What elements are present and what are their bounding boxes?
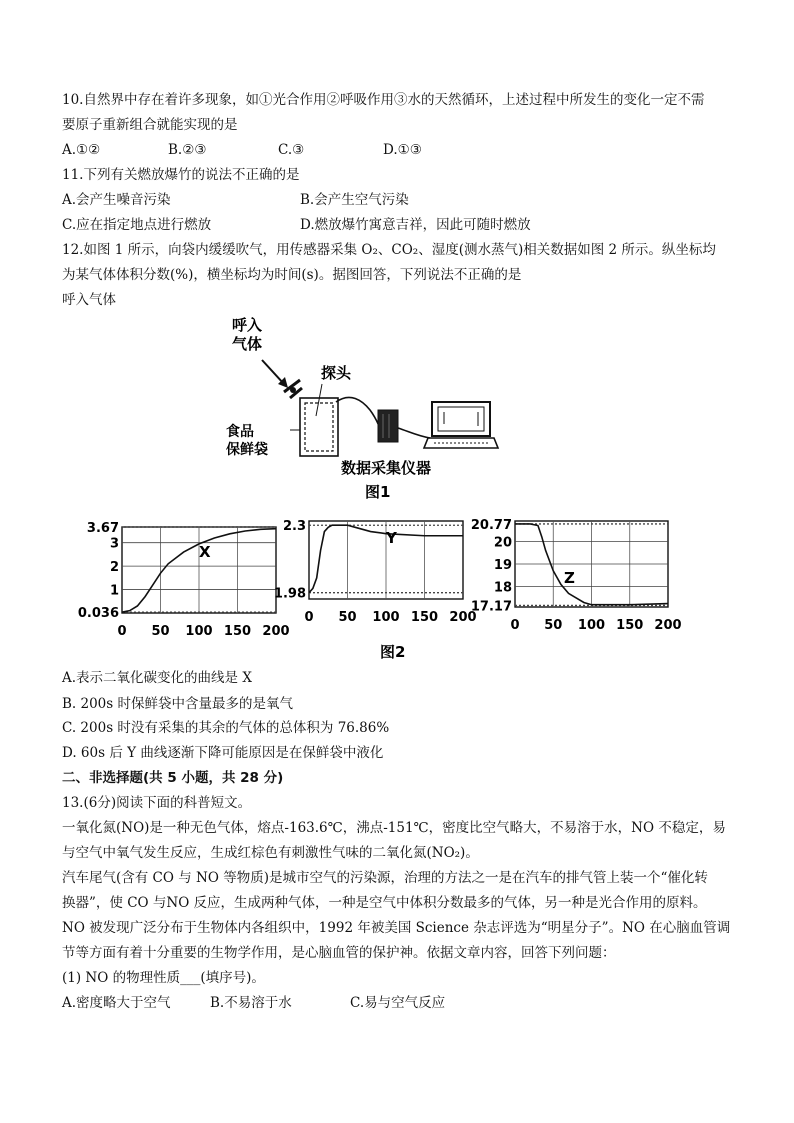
- food-bag-icon: [300, 398, 338, 456]
- passage-p3-line1: NO 被发现广泛分布于生物体内各组织中，1992 年被美国 Science 杂志评选为“明星分子”。NO 在心脑血管调: [62, 920, 731, 936]
- y-tick-label: 19: [493, 558, 512, 573]
- chart-z: [471, 518, 682, 633]
- q11-option-d: D.燃放爆竹寓意吉祥，因此可随时燃放: [300, 217, 531, 233]
- x-tick-label: 150: [410, 610, 439, 625]
- passage-p2-line2: 换器”，使 CO 与NO 反应，生成两种气体，一种是空气中体积分数最多的气体，另一种是光合作用的原料。: [62, 895, 707, 911]
- section2-heading: 二、非选择题(共 5 小题，共 28 分): [62, 770, 284, 786]
- x-tick-label: 0: [510, 618, 520, 633]
- q13-stem: 13.(6分)阅读下面的科普短文。: [62, 795, 252, 811]
- q10-option-b: B.②③: [168, 142, 207, 158]
- breath-arrow-icon: [262, 360, 288, 388]
- x-tick-label: 150: [223, 624, 252, 639]
- x-tick-label: 50: [338, 610, 357, 625]
- q11-option-b: B.会产生空气污染: [300, 192, 409, 208]
- q12-option-c: C. 200s 时没有采集的其余的气体的总体积为 76.86%: [62, 720, 390, 736]
- figure1-collector-label: 数据采集仪器: [341, 459, 432, 477]
- x-tick-label: 200: [654, 618, 682, 633]
- x-tick-label: 0: [304, 610, 314, 625]
- y-tick-label: 0.036: [77, 606, 119, 622]
- q12-stem-line1: 12.如图 1 所示，向袋内缓缓吹气，用传感器采集 O₂、CO₂、湿度(测水蒸气)相关数据如图 2 所示。纵坐标均: [62, 242, 716, 258]
- q12-stem-line3: 呼入气体: [62, 292, 116, 308]
- figure1-breath-label-1: 呼入: [232, 316, 263, 334]
- y-tick-label: 3.67: [86, 521, 119, 536]
- q12-stem-line2: 为某气体体积分数(%)，横坐标均为时间(s)。据图回答，下列说法不正确的是: [62, 267, 522, 283]
- q12-option-a: A.表示二氧化碳变化的曲线是 X: [62, 670, 252, 686]
- x-tick-label: 200: [262, 624, 290, 639]
- x-tick-label: 150: [616, 618, 644, 633]
- y-tick-label: 3: [109, 536, 119, 552]
- figure1-probe-label: 探头: [321, 364, 352, 382]
- q13-sub1: (1) NO 的物理性质___(填序号)。: [62, 970, 265, 986]
- series-label: Y: [386, 528, 397, 547]
- data-collector-icon: [378, 410, 398, 442]
- passage-p1-line1: 一氧化氮(NO)是一种无色气体，熔点-163.6℃，沸点-151℃，密度比空气略大，不易溶于水，NO 不稳定，易: [62, 820, 726, 836]
- passage-p2-line1: 汽车尾气(含有 CO 与 NO 等物质)是城市空气的污染源，治理的方法之一是在汽车的排气管上装一个“催化转: [62, 870, 708, 886]
- q13-sub1-option-a: A.密度略大于空气: [62, 995, 171, 1011]
- series-label: Z: [563, 568, 575, 587]
- figure1-breath-label-2: 气体: [232, 335, 263, 353]
- figure2-charts: [0, 515, 794, 665]
- y-tick-label: 2: [109, 560, 119, 576]
- passage-p1-line2: 与空气中氧气发生反应，生成红棕色有刺激性气味的二氧化氮(NO₂)。: [62, 845, 479, 861]
- q10-stem-line2: 要原子重新组合就能实现的是: [62, 117, 238, 133]
- q12-option-b: B. 200s 时保鲜袋中含量最多的是氧气: [62, 696, 293, 712]
- q13-sub1-option-b: B.不易溶于水: [210, 995, 292, 1011]
- figure1-caption: 图1: [365, 483, 391, 501]
- y-tick-label: 18: [493, 580, 512, 596]
- x-tick-label: 50: [544, 618, 563, 633]
- y-tick-label: 20.77: [470, 517, 512, 533]
- passage-p3-line2: 节等方面有着十分重要的生物学作用，是心脑血管的保护神。依据文章内容，回答下列问题：: [62, 945, 616, 961]
- y-tick-label: 2.3: [282, 519, 306, 535]
- laptop-icon: [424, 402, 498, 448]
- x-tick-label: 100: [577, 618, 606, 633]
- q10-option-a: A.①②: [62, 142, 101, 158]
- q11-stem: 11.下列有关燃放爆竹的说法不正确的是: [62, 167, 300, 183]
- y-tick-label: 20: [493, 535, 512, 551]
- q13-sub1-option-c: C.易与空气反应: [350, 995, 446, 1011]
- series-label: X: [199, 543, 211, 562]
- x-tick-label: 100: [185, 624, 213, 639]
- q11-option-a: A.会产生噪音污染: [62, 192, 171, 208]
- clip-icon: [284, 380, 302, 398]
- x-tick-label: 200: [449, 610, 477, 625]
- figure1-bag-label-2: 保鲜袋: [226, 442, 268, 458]
- y-tick-label: 17.17: [470, 599, 512, 615]
- q10-stem-line1: 10.自然界中存在着许多现象，如①光合作用②呼吸作用③水的天然循环，上述过程中所发生的变化一定不需: [62, 92, 705, 108]
- chart-y: [274, 519, 477, 625]
- q11-option-c: C.应在指定地点进行燃放: [62, 217, 212, 233]
- figure1-apparatus: [0, 0, 794, 520]
- probe-cable: [336, 397, 380, 428]
- q10-option-d: D.①③: [383, 142, 422, 158]
- x-tick-label: 100: [372, 610, 400, 625]
- q12-option-d: D. 60s 后 Y 曲线逐渐下降可能原因是在保鲜袋中液化: [62, 745, 384, 761]
- figure1-bag-label-1: 食品: [226, 424, 254, 440]
- y-tick-label: 1.98: [273, 586, 306, 602]
- x-tick-label: 50: [151, 624, 170, 639]
- x-tick-label: 0: [117, 624, 127, 639]
- y-tick-label: 1: [109, 583, 119, 599]
- q10-option-c: C.③: [278, 142, 305, 158]
- figure2-caption: 图2: [380, 643, 406, 661]
- chart-x: [78, 521, 290, 639]
